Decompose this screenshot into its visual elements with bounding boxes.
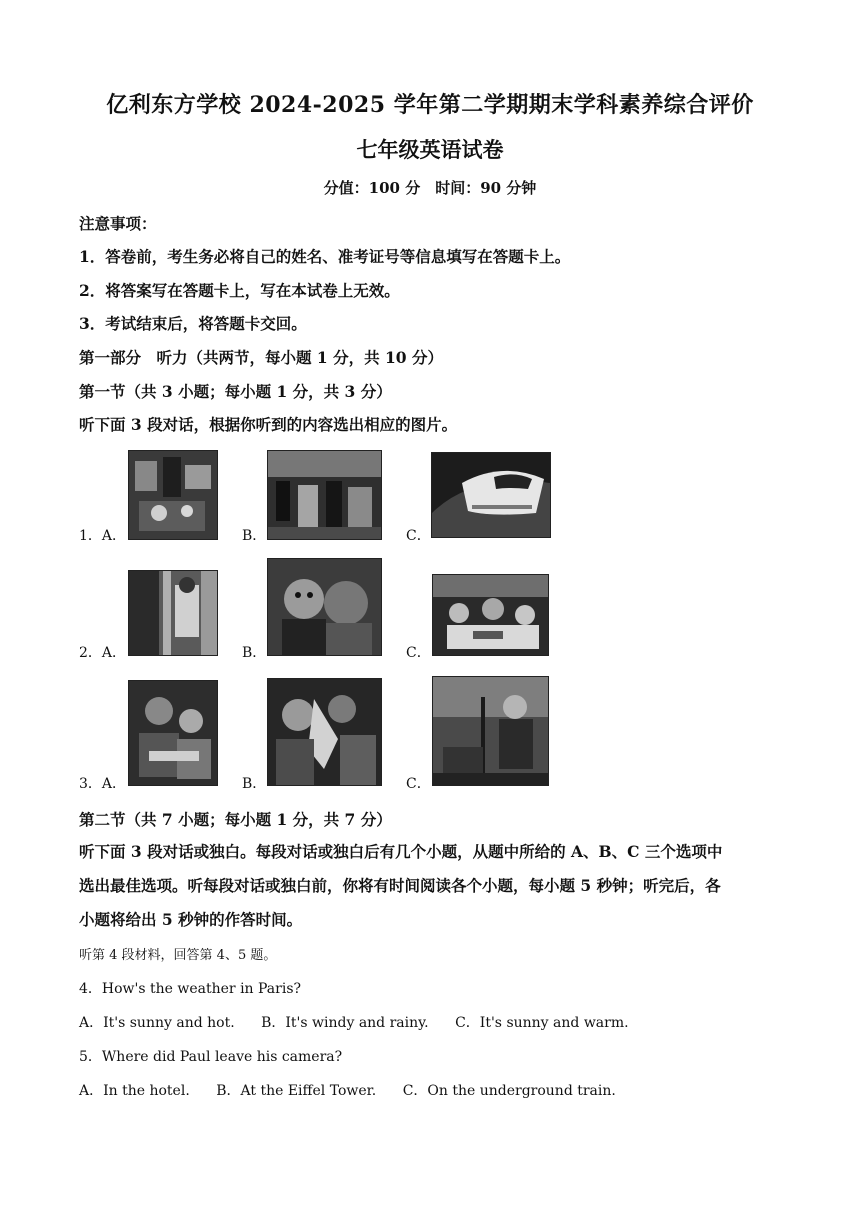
q5-option-b: B．At the Eiffel Tower. xyxy=(216,1083,377,1099)
q4-stem: 4．How's the weather in Paris? xyxy=(79,981,302,997)
q2-picture-a xyxy=(128,570,218,656)
q4-options xyxy=(79,1012,651,1032)
q2-label-a: 2．A． xyxy=(79,645,127,661)
q3-picture-b xyxy=(267,678,382,786)
section2-instruction-line-1: 听下面 3 段对话或独白。每段对话或独白后有几个小题，从题中所给的 A、B、C 三个选项中 xyxy=(79,842,723,861)
section2-heading: 第二节（共 7 小题；每小题 1 分，共 7 分） xyxy=(79,810,392,829)
q3-label-b: B． xyxy=(242,776,267,792)
q1-picture-b xyxy=(267,450,382,540)
section2-instruction xyxy=(79,835,785,937)
part1-heading: 第一部分 听力（共两节，每小题 1 分，共 10 分） xyxy=(79,348,443,367)
q4-option-b: B．It's windy and rainy. xyxy=(261,1015,429,1031)
exam-title: 亿利东方学校 2024-2025 学年第二学期期末学科素养综合评价 xyxy=(106,92,754,118)
q1-label-b: B． xyxy=(242,528,267,544)
q3-picture-c xyxy=(432,676,549,786)
q2-label-b: B． xyxy=(242,645,267,661)
q1-picture-c-train xyxy=(431,452,551,538)
q1-label-c: C． xyxy=(406,528,431,544)
notice-item-3: 3．考试结束后，将答题卡交回。 xyxy=(79,314,307,333)
q3-label-c: C． xyxy=(406,776,431,792)
exam-subtitle: 七年级英语试卷 xyxy=(356,137,504,162)
q2-picture-b xyxy=(267,558,382,656)
material-4-note: 听第 4 段材料，回答第 4、5 题。 xyxy=(79,948,277,963)
section2-instruction-line-2: 选出最佳选项。听每段对话或独白前，你将有时间阅读各个小题，每小题 5 秒钟；听完后，各 xyxy=(79,876,721,895)
q1-picture-a xyxy=(128,450,218,540)
q5-options xyxy=(79,1080,638,1100)
q3-picture-a xyxy=(128,680,218,786)
section1-instruction: 听下面 3 段对话，根据你听到的内容选出相应的图片。 xyxy=(79,415,458,434)
notice-heading: 注意事项： xyxy=(79,214,157,233)
q5-stem: 5．Where did Paul leave his camera? xyxy=(79,1049,343,1065)
section1-heading: 第一节（共 3 小题；每小题 1 分，共 3 分） xyxy=(79,382,392,401)
q5-option-a: A．In the hotel. xyxy=(79,1083,190,1099)
q3-label-a: 3．A． xyxy=(79,776,127,792)
score-time-info: 分值：100 分 时间：90 分钟 xyxy=(323,179,537,197)
notice-item-1: 1．答卷前，考生务必将自己的姓名、准考证号等信息填写在答题卡上。 xyxy=(79,247,571,266)
q4-option-a: A．It's sunny and hot. xyxy=(79,1015,235,1031)
q1-label-a: 1．A． xyxy=(79,528,127,544)
q4-option-c: C．It's sunny and warm. xyxy=(455,1015,629,1031)
q5-option-c: C．On the underground train. xyxy=(402,1083,616,1099)
section2-instruction-line-3: 小题将给出 5 秒钟的作答时间。 xyxy=(79,910,303,929)
q2-picture-c xyxy=(432,574,549,656)
q2-label-c: C． xyxy=(406,645,431,661)
notice-item-2: 2．将答案写在答题卡上，写在本试卷上无效。 xyxy=(79,281,400,300)
